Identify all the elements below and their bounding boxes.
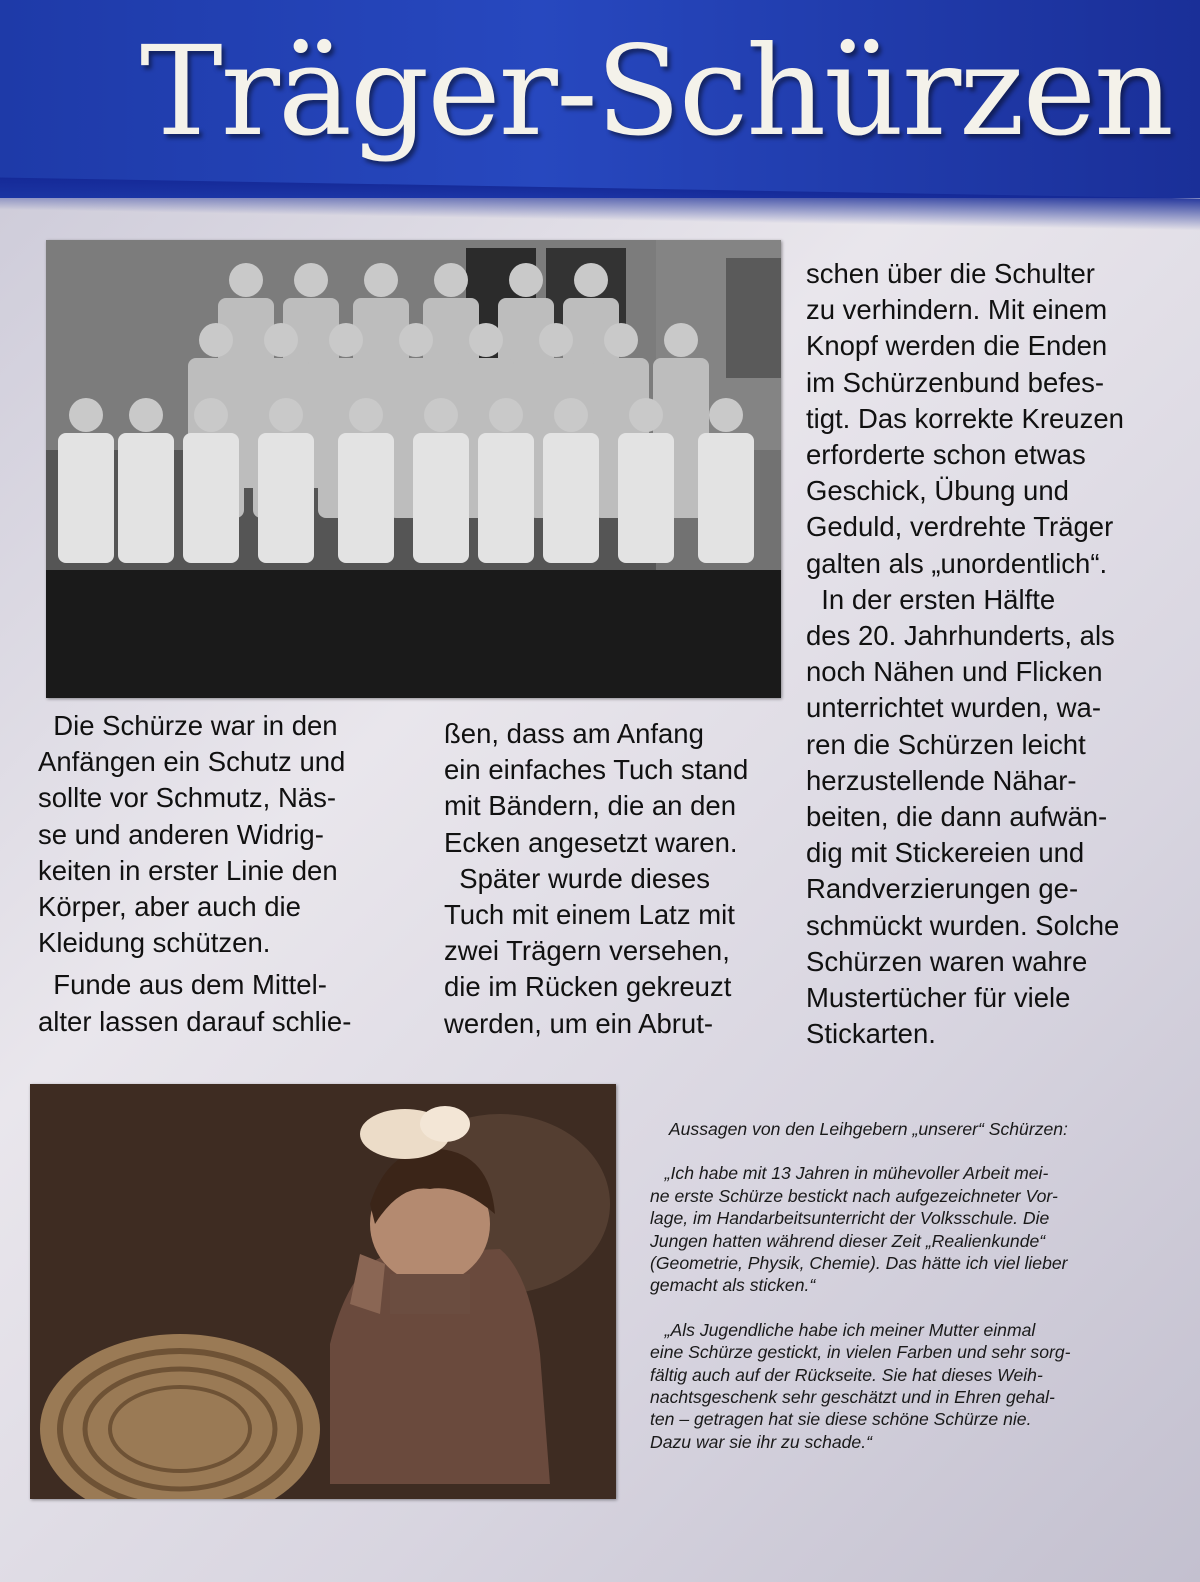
text-line: Funde aus dem Mittel-	[38, 969, 327, 1001]
quote-line: „Als Jugendliche habe ich meiner Mutter einmal	[650, 1319, 1036, 1340]
right-paragraph-1	[806, 256, 1124, 582]
quote-1	[650, 1162, 1170, 1296]
text-line: dig mit Stickereien und	[806, 837, 1085, 869]
text-line: Knopf werden die Enden	[806, 330, 1108, 362]
text-line: Schürzen waren wahre	[806, 945, 1088, 977]
text-line: Anfängen ein Schutz und	[38, 746, 346, 778]
text-line: zwei Trägern versehen,	[444, 935, 730, 967]
text-line: Randverzierungen ge-	[806, 873, 1079, 905]
text-line: Später wurde dieses	[444, 862, 710, 894]
quote-line: gemacht als sticken.“	[650, 1275, 816, 1296]
text-line: Stickarten.	[806, 1018, 936, 1050]
text-line: erforderte schon etwas	[806, 439, 1086, 471]
text-line: Geduld, verdrehte Träger	[806, 511, 1114, 543]
quote-line: lage, im Handarbeitsunterricht der Volksschule. Die	[650, 1208, 1050, 1229]
text-line: alter lassen darauf schlie-	[38, 1005, 352, 1037]
text-line: se und anderen Widrig-	[38, 818, 324, 850]
text-line: herzustellende Nähar-	[806, 764, 1077, 796]
quote-line: ne erste Schürze bestickt nach aufgezeichneter Vor-	[650, 1185, 1058, 1206]
text-line: tigt. Das korrekte Kreuzen	[806, 402, 1124, 434]
left-paragraph-1	[38, 708, 351, 961]
text-line: zu verhindern. Mit einem	[806, 294, 1108, 326]
text-line: In der ersten Hälfte	[806, 583, 1056, 615]
text-line: galten als „unordentlich“.	[806, 547, 1108, 579]
page-title: Träger-Schürzen	[140, 20, 1172, 164]
text-line: beiten, die dann aufwän-	[806, 801, 1108, 833]
text-line: Die Schürze war in den	[38, 710, 338, 741]
middle-paragraph-1	[444, 716, 748, 861]
text-line: ren die Schürzen leicht	[806, 728, 1086, 760]
child-photo-illustration	[30, 1084, 616, 1499]
text-line: des 20. Jahrhunderts, als	[806, 620, 1115, 652]
text-line: Kleidung schützen.	[38, 927, 271, 959]
text-line: sollte vor Schmutz, Näs-	[38, 782, 337, 814]
text-line: unterrichtet wurden, wa-	[806, 692, 1101, 724]
text-line: Mustertücher für viele	[806, 982, 1071, 1014]
group-photo-illustration	[46, 240, 781, 698]
text-column-right	[806, 256, 1124, 1052]
middle-paragraph-2	[444, 861, 748, 1042]
quote-line: ten – getragen hat sie diese schöne Schürze nie.	[650, 1409, 1032, 1430]
right-paragraph-2	[806, 582, 1124, 1053]
quote-line: fältig auch auf der Rückseite. Sie hat dieses Weih-	[650, 1364, 1043, 1385]
quotes-heading: Aussagen von den Leihgebern „unserer“ Schürzen:	[650, 1119, 1068, 1139]
quote-line: eine Schürze gestickt, in vielen Farben und sehr sorg-	[650, 1342, 1071, 1363]
text-line: mit Bändern, die an den	[444, 790, 736, 822]
text-column-middle	[444, 716, 748, 1042]
lender-quotes	[650, 1118, 1170, 1453]
left-paragraph-2	[38, 967, 351, 1039]
text-line: noch Nähen und Flicken	[806, 656, 1103, 688]
text-line: Tuch mit einem Latz mit	[444, 899, 735, 931]
text-line: Geschick, Übung und	[806, 475, 1069, 507]
group-photo-schoolgirls	[46, 240, 781, 698]
child-photo	[30, 1084, 616, 1499]
text-line: keiten in erster Linie den	[38, 854, 338, 886]
text-line: werden, um ein Abrut-	[444, 1007, 714, 1039]
text-line: schen über die Schulter	[806, 258, 1095, 289]
quote-line: (Geometrie, Physik, Chemie). Das hätte ich viel lieber	[650, 1253, 1068, 1274]
quote-line: Dazu war sie ihr zu schade.“	[650, 1431, 872, 1452]
text-line: Körper, aber auch die	[38, 891, 301, 923]
text-line: schmückt wurden. Solche	[806, 909, 1120, 941]
text-column-left	[38, 708, 351, 1040]
quote-2	[650, 1319, 1170, 1453]
text-line: ein einfaches Tuch stand	[444, 754, 749, 786]
text-line: Ecken angesetzt waren.	[444, 826, 738, 858]
quote-line: Jungen hatten während dieser Zeit „Realienkunde“	[650, 1230, 1046, 1251]
quote-line: nachtsgeschenk sehr geschätzt und in Ehren gehal-	[650, 1387, 1055, 1408]
quote-line: „Ich habe mit 13 Jahren in mühevoller Arbeit mei-	[650, 1163, 1049, 1184]
text-line: im Schürzenbund befes-	[806, 366, 1105, 398]
text-line: die im Rücken gekreuzt	[444, 971, 732, 1003]
text-line: ßen, dass am Anfang	[444, 718, 704, 749]
